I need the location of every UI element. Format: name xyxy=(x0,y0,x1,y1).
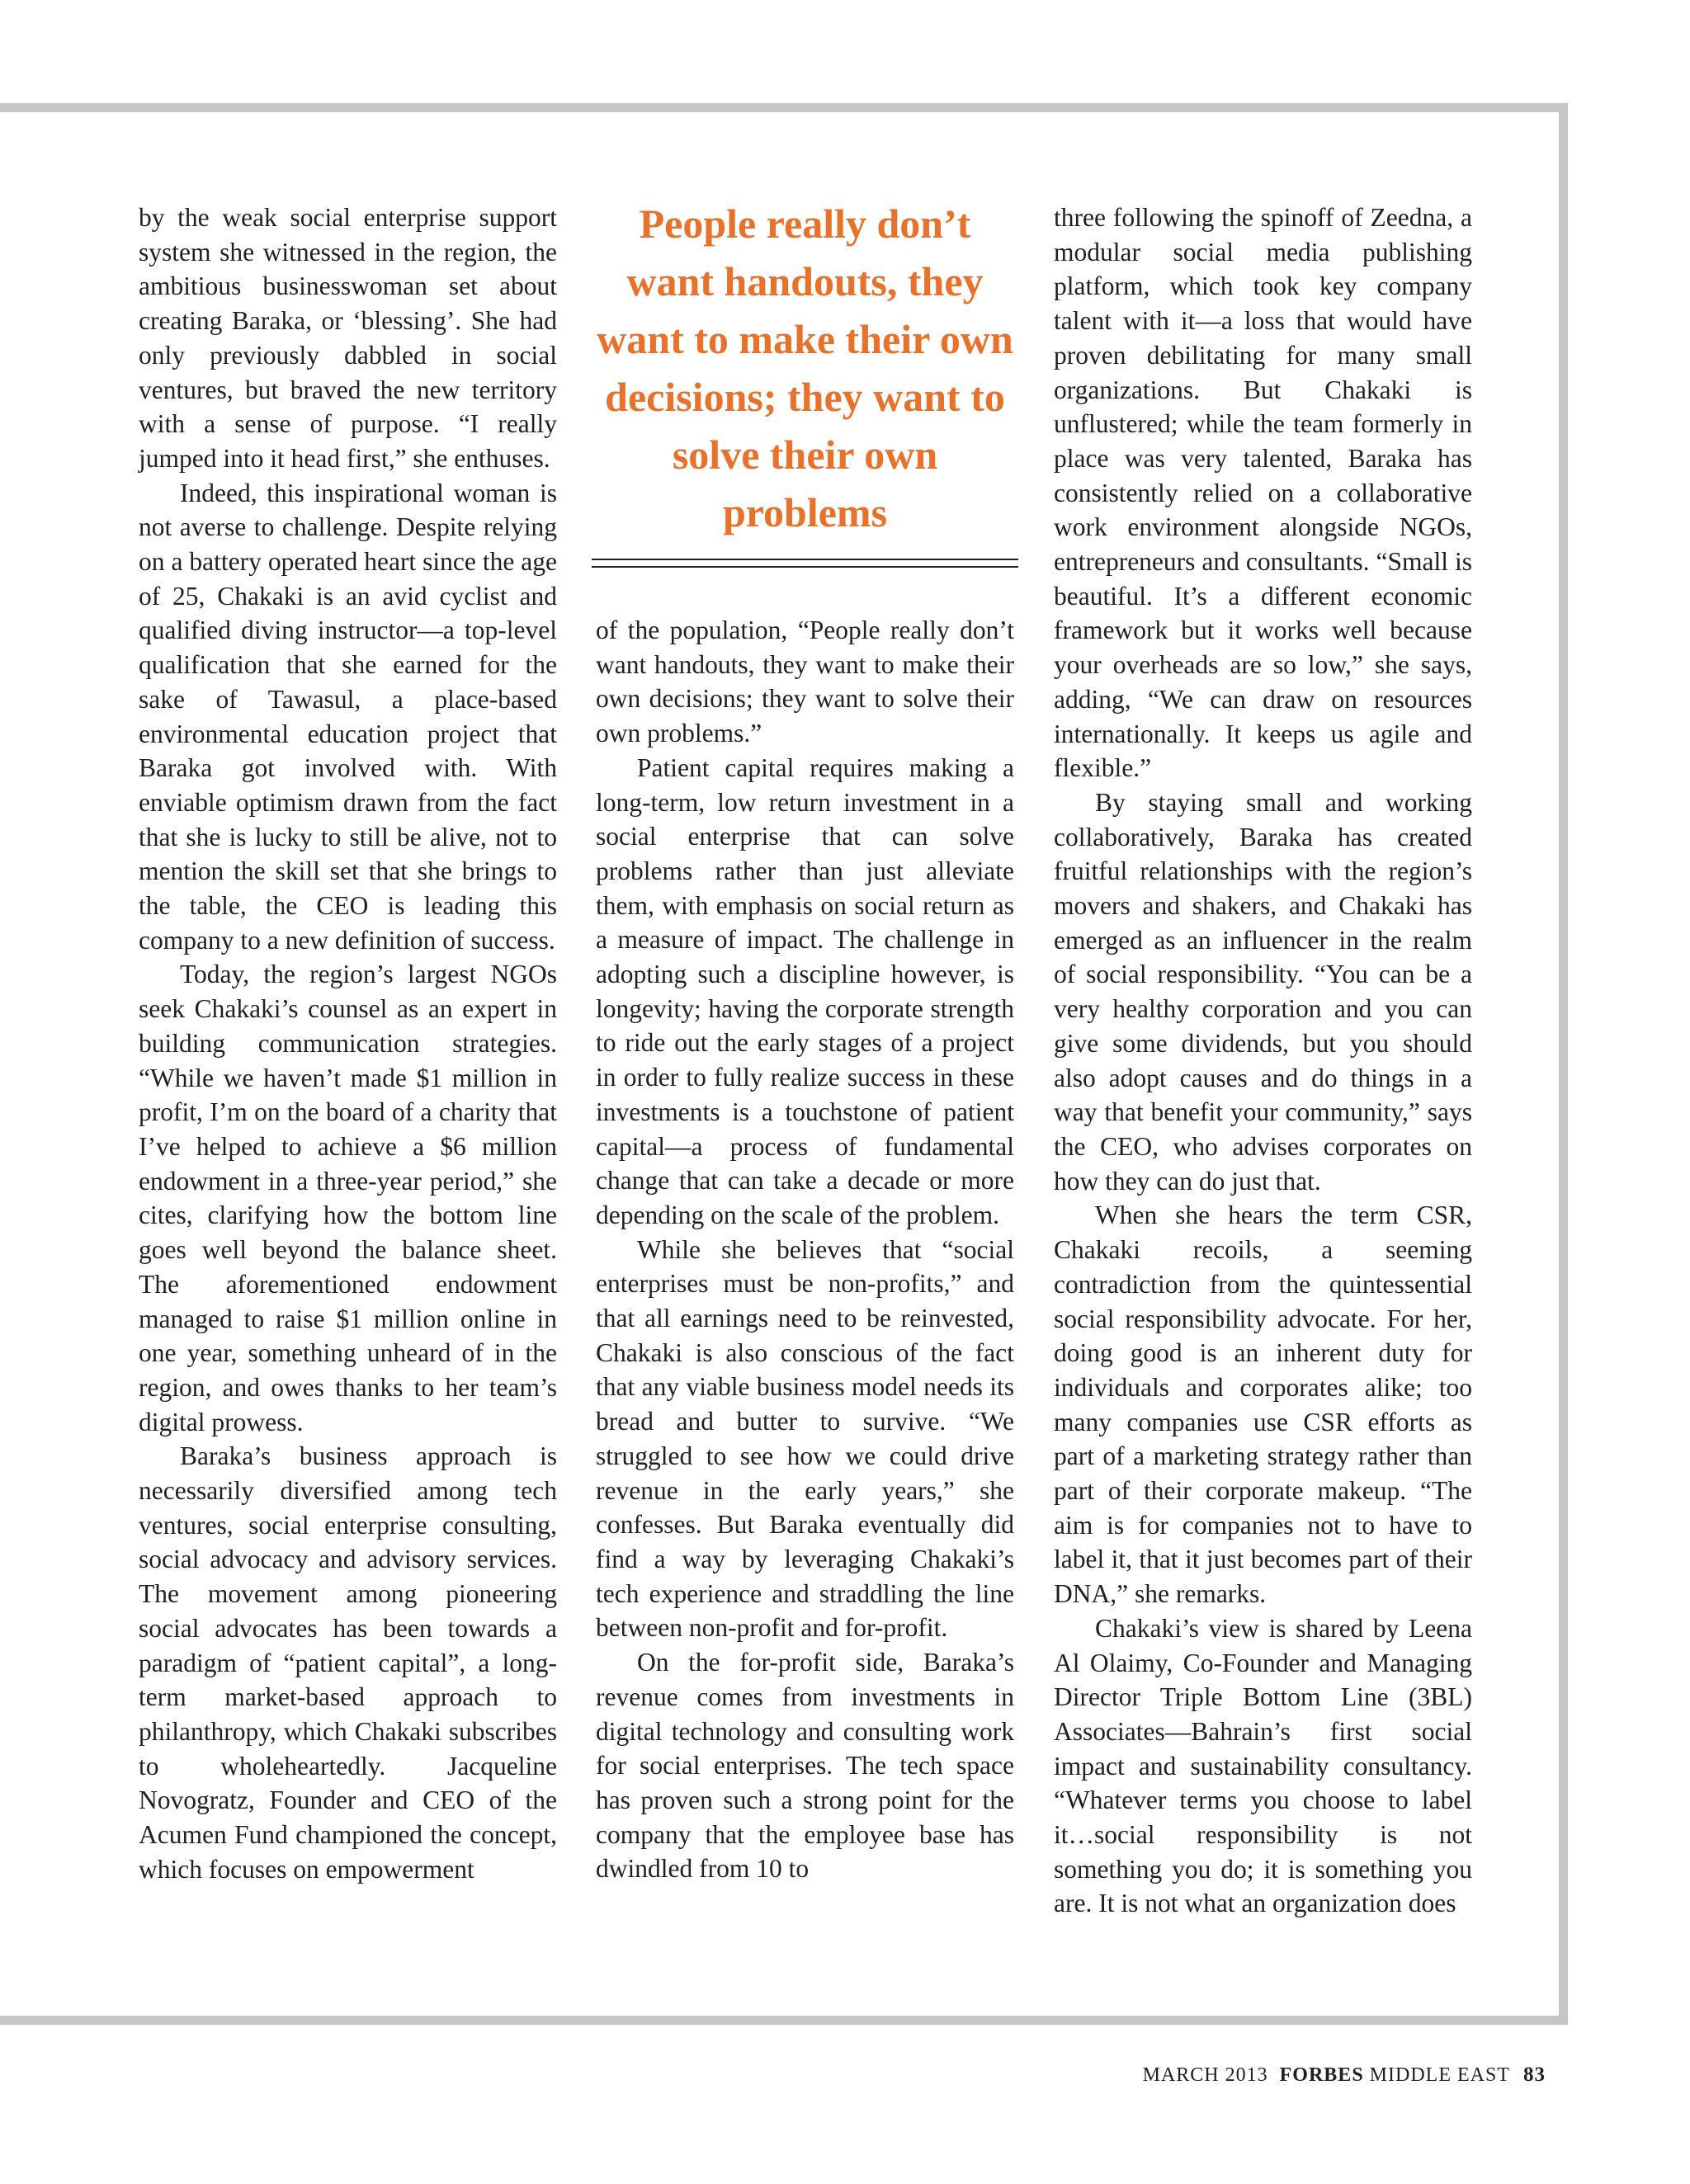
paragraph: When she hears the term CSR, Chakaki recoils, a seeming contradiction from the quintessential social responsibility advocate. For her, doing good is an inherent duty for individuals and corporates alike; too many companies use CSR efforts as part of a marketing strategy rather than part of their corporate makeup. “The aim is for companies not to have to label it, that it just becomes part of their DNA,” she remarks. xyxy=(1054,1200,1472,1609)
paragraph: Patient capital requires making a long-term, low return investment in a social enterprise that can solve problems rather than just alleviate them, with emphasis on social return as a measure of impact. The challenge in adopting such a discipline however, is longevity; having the corporate strength to ride out the early stages of a project in order to fully realize success in these investments is a touchstone of patient capital—a process of fundamental change that can take a decade or more depending on the scale of the problem. xyxy=(596,752,1014,1229)
page-frame-right xyxy=(1559,103,1568,2025)
paragraph: three following the spinoff of Zeedna, a modular social media publishing platform, which took key company talent with it—a loss that would have proven debilitating for many small organizations. But Chakaki is unflustered; while the team formerly in place was very talented, Baraka has consistently relied on a collaborative work environment alongside NGOs, entrepreneurs and consultants. “Small is beautiful. It’s a different economic framework but it works well because your overheads are so low,” she says, adding, “We can draw on resources internationally. It keeps us agile and flexible.” xyxy=(1054,203,1472,783)
paragraph: While she believes that “social enterprises must be non-profits,” and that all earnings need to be reinvested, Chakaki is also conscious of the fact that any viable business model needs its bread and butter to survive. “We struggled to see how we could drive revenue in the early years,” she confesses. But Baraka eventually did find a way by leveraging Chakaki’s tech experience and straddling the line between non-profit and for-profit. xyxy=(596,1234,1014,1643)
paragraph: Today, the region’s largest NGOs seek Chakaki’s counsel as an expert in building communication strategies. “While we haven’t made $1 million in profit, I’m on the board of a charity that I’ve helped to achieve a $6 million endowment in a three-year period,” she cites, clarifying how the bottom line goes well beyond the balance sheet. The aforementioned endowment managed to raise $1 million online in one year, something unheard of in the region, and owes thanks to her team’s digital prowess. xyxy=(139,960,557,1436)
paragraph: of the population, “People really don’t want handouts, they want to make their own decisions; they want to solve their own problems.” xyxy=(596,616,1014,748)
article-column-1 xyxy=(139,200,557,1886)
paragraph: Baraka’s business approach is necessarily diversified among tech ventures, social enterprise consulting, social advocacy and advisory services. The movement among pioneering social advocates has been towards a paradigm of “patient capital”, a long-term market-based approach to philanthropy, which Chakaki subscribes to wholeheartedly. Jacqueline Novogratz, Founder and CEO of the Acumen Fund championed the concept, which focuses on empowerment xyxy=(139,1441,557,1884)
page-frame-bottom xyxy=(0,2016,1568,2025)
article-column-2 xyxy=(596,613,1014,1886)
page-footer xyxy=(1143,2064,1546,2087)
page-frame-top xyxy=(0,103,1568,112)
paragraph: Indeed, this inspirational woman is not averse to challenge. Despite relying on a battery operated heart since the age of 25, Chakaki is an avid cyclist and qualified diving instructor—a top-level qualification that she earned for the sake of Tawasul, a place-based environmental education project that Baraka got involved with. With enviable optimism drawn from the fact that she is lucky to still be alive, not to mention the skill set that she brings to the table, the CEO is leading this company to a new definition of success. xyxy=(139,478,557,955)
pull-quote-rule-bottom xyxy=(592,566,1018,568)
paragraph: Chakaki’s view is shared by Leena Al Olaimy, Co-Founder and Managing Director Triple Bottom Line (3BL) Associates—Bahrain’s first social impact and sustainability consultancy. “Whatever terms you choose to label it…social responsibility is not something you do; it is something you are. It is not what an organization does xyxy=(1054,1613,1472,1918)
article-column-3 xyxy=(1054,200,1472,1921)
footer-brand: FORBES xyxy=(1279,2064,1364,2086)
page-number: 83 xyxy=(1523,2064,1546,2086)
pull-quote: People really don’t want handouts, they want to make their own decisions; they want to solve their own problems xyxy=(597,200,1013,535)
footer-issue-date: MARCH 2013 xyxy=(1142,2064,1268,2086)
paragraph: by the weak social enterprise support system she witnessed in the region, the ambitious businesswoman set about creating Baraka, or ‘blessing’. She had only previously dabbled in social ventures, but braved the new territory with a sense of purpose. “I really jumped into it head first,” she enthuses. xyxy=(139,203,557,473)
footer-brand-suffix: MIDDLE EAST xyxy=(1369,2064,1510,2086)
pull-quote-rule-top xyxy=(592,559,1018,560)
paragraph: On the for-profit side, Baraka’s revenue comes from investments in digital technology and consulting work for social enterprises. The tech space has proven such a strong point for the company that the employee base has dwindled from 10 to xyxy=(596,1648,1014,1884)
paragraph: By staying small and working collaboratively, Baraka has created fruitful relationships with the region’s movers and shakers, and Chakaki has emerged as an influencer in the realm of social responsibility. “You can be a very healthy corporation and you can give some dividends, but you should also adopt causes and do things in a way that benefit your community,” says the CEO, who advises corporates on how they can do just that. xyxy=(1054,787,1472,1196)
